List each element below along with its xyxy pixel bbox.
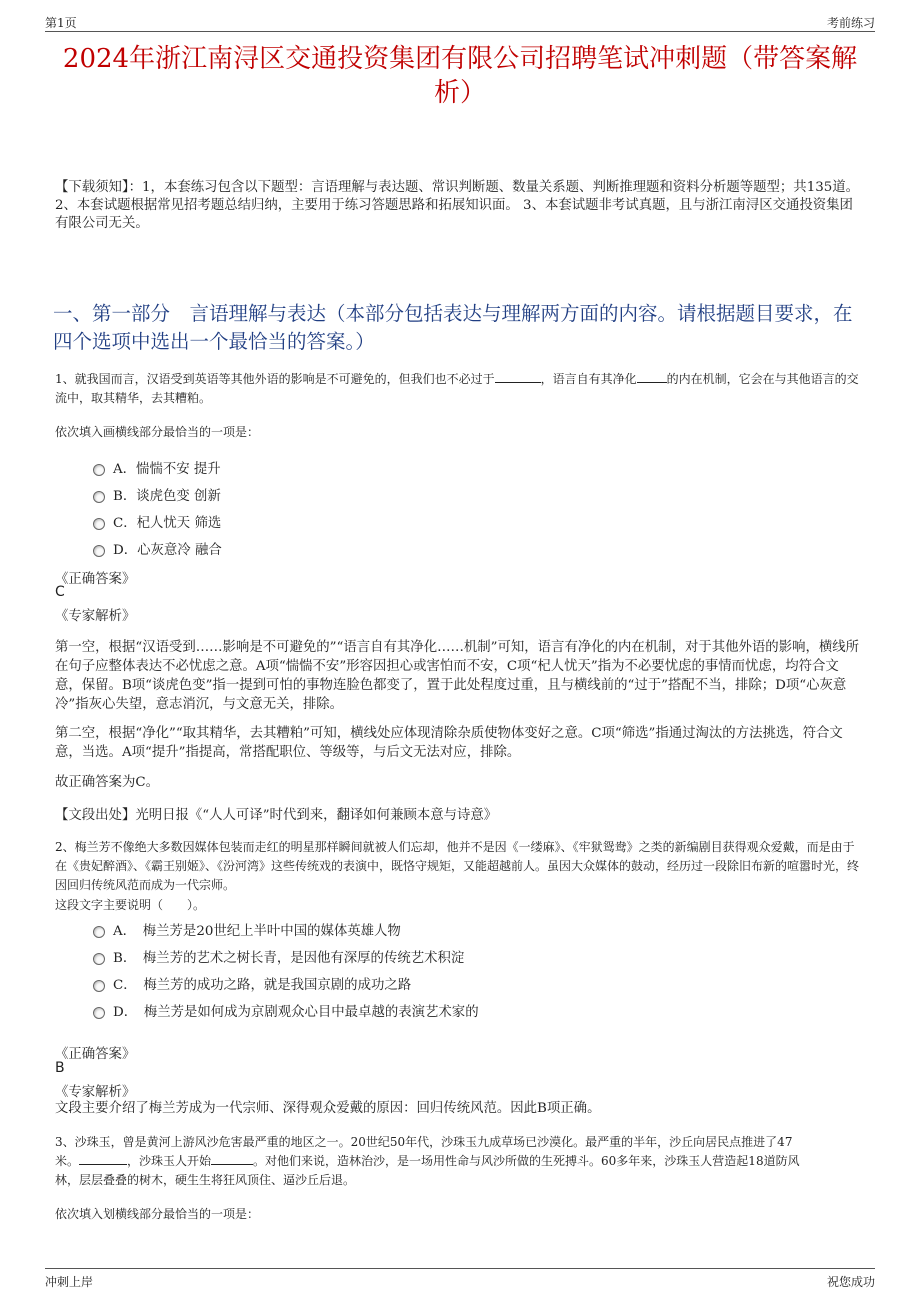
q2-answer: B bbox=[55, 1060, 65, 1076]
page-header bbox=[45, 14, 875, 32]
blank-line bbox=[211, 1152, 253, 1165]
q1-stem bbox=[55, 370, 865, 408]
q1-option-d[interactable] bbox=[93, 539, 222, 559]
answer-label: 《正确答案》 bbox=[55, 572, 136, 587]
option-label: D．心灰意冷 融合 bbox=[113, 543, 222, 558]
q3-stem bbox=[55, 1133, 865, 1190]
q2-option-a[interactable] bbox=[93, 920, 401, 940]
download-notice: 【下载须知】：1，本套练习包含以下题型：言语理解与表达题、常识判断题、数量关系题、判断推理题和资料分析题等题型；共135道。 2、本套试题根据常见招考题总结归纳，主要用于练习答题思路和拓展知识面。 3、本套试题非考试真题，且与浙江南浔区交通投资集团有限公司无关。 bbox=[55, 180, 860, 231]
radio-icon[interactable] bbox=[93, 1007, 105, 1019]
blank-line bbox=[495, 370, 541, 383]
q1-analysis-2: 第二空，根据“净化”“取其精华，去其糟粕”可知，横线处应体现清除杂质使物体变好之意。C项“筛选”指通过淘汰的方法挑选，符合文意，当选。A项“提升”指提高，常搭配职位、等级等，与后文无法对应，排除。 bbox=[55, 726, 843, 760]
radio-icon[interactable] bbox=[93, 953, 105, 965]
section-title: 一、第一部分 言语理解与表达（本部分包括表达与理解两方面的内容。请根据题目要求，在四个选项中选出一个最恰当的答案。） bbox=[53, 302, 853, 353]
page-number: 第1页 bbox=[45, 16, 77, 30]
q1-stem-part: ，语言自有其净化 bbox=[540, 372, 637, 386]
page-footer bbox=[45, 1268, 875, 1289]
q3-stem-part: 米。 bbox=[55, 1154, 80, 1168]
q1-option-b[interactable] bbox=[93, 485, 221, 505]
q1-stem-part: 1、就我国而言，汉语受到英语等其他外语的影响是不可避免的，但我们也不必过于 bbox=[55, 372, 495, 386]
radio-icon[interactable] bbox=[93, 491, 105, 503]
option-label: C．杞人忧天 筛选 bbox=[113, 516, 222, 531]
option-label: A．惴惴不安 提升 bbox=[113, 462, 221, 477]
q1-option-a[interactable] bbox=[93, 458, 221, 478]
q1-answer: C bbox=[55, 584, 65, 600]
option-label: A． 梅兰芳是20世纪上半叶中国的媒体英雄人物 bbox=[113, 924, 401, 939]
q1-conclusion: 故正确答案为C。 bbox=[55, 775, 159, 790]
q2-option-d[interactable] bbox=[93, 1001, 479, 1021]
answer-label: 《正确答案》 bbox=[55, 1047, 136, 1062]
option-label: C． 梅兰芳的成功之路，就是我国京剧的成功之路 bbox=[113, 978, 412, 993]
q2-option-b[interactable] bbox=[93, 947, 464, 967]
option-label: D． 梅兰芳是如何成为京剧观众心目中最卓越的表演艺术家的 bbox=[113, 1005, 479, 1020]
analysis-label: 《专家解析》 bbox=[55, 1085, 136, 1100]
q2-prompt: 这段文字主要说明（ ）。 bbox=[55, 898, 206, 912]
q3-stem-part: ，沙珠玉人开始 bbox=[127, 1154, 212, 1168]
q1-stem-part: 的内在机制，它会在与其他语言的交流中，取其精华，去其糟粕。 bbox=[55, 372, 859, 405]
radio-icon[interactable] bbox=[93, 464, 105, 476]
radio-icon[interactable] bbox=[93, 545, 105, 557]
q3-stem-line bbox=[55, 1152, 865, 1171]
option-label: B．谈虎色变 创新 bbox=[113, 489, 221, 504]
option-label: B． 梅兰芳的艺术之树长青，是因他有深厚的传统艺术积淀 bbox=[113, 951, 465, 966]
q3-prompt: 依次填入划横线部分最恰当的一项是： bbox=[55, 1207, 260, 1221]
q1-prompt: 依次填入画横线部分最恰当的一项是： bbox=[55, 425, 260, 439]
radio-icon[interactable] bbox=[93, 980, 105, 992]
blank-line bbox=[79, 1152, 127, 1165]
analysis-label: 《专家解析》 bbox=[55, 609, 136, 624]
q3-stem-line: 3、沙珠玉，曾是黄河上游风沙危害最严重的地区之一。20世纪50年代，沙珠玉九成草场已沙漠化。最严重的半年，沙丘向居民点推进了47 bbox=[55, 1135, 793, 1149]
radio-icon[interactable] bbox=[93, 926, 105, 938]
footer-left: 冲刺上岸 bbox=[45, 1275, 94, 1289]
q2-option-c[interactable] bbox=[93, 974, 411, 994]
q2-analysis: 文段主要介绍了梅兰芳成为一代宗师、深得观众爱戴的原因：回归传统风范。因此B项正确。 bbox=[55, 1101, 601, 1116]
q1-analysis-1: 第一空，根据“汉语受到……影响是不可避免的”“语言自有其净化……机制”可知，语言有净化的内在机制，对于其他外语的影响，横线所在句子应整体表达不必忧虑之意。A项“惴惴不安”形容因担心或害怕而不安，C项“杞人忧天”指为不必要忧虑的事情而忧虑，均符合文意，保留。B项“谈虎色变”指一提到可怕的事物连脸色都变了，置于此处程度过重，且与横线前的“过于”搭配不当，排除；D项“心灰意冷”指灰心失望，意志消沉，与文意无关，排除。 bbox=[55, 640, 860, 712]
radio-icon[interactable] bbox=[93, 518, 105, 530]
q1-source: 【文段出处】光明日报《“人人可译”时代到来，翻译如何兼顾本意与诗意》 bbox=[55, 808, 498, 823]
q3-stem-line: 林，层层叠叠的树木，硬生生将狂风顶住、逼沙丘后退。 bbox=[55, 1173, 356, 1187]
q1-option-c[interactable] bbox=[93, 512, 221, 532]
document-title: 2024年浙江南浔区交通投资集团有限公司招聘笔试冲刺题（带答案解析） bbox=[62, 44, 858, 108]
q3-stem-part: 。对他们来说，造林治沙，是一场用性命与风沙所做的生死搏斗。60多年来，沙珠玉人营造起18道防风 bbox=[253, 1154, 800, 1168]
footer-right: 祝您成功 bbox=[826, 1275, 875, 1289]
blank-line bbox=[637, 370, 667, 383]
header-tag: 考前练习 bbox=[826, 16, 875, 30]
q2-stem: 2、梅兰芳不像绝大多数因媒体包装而走红的明星那样瞬间就被人们忘却，他并不是因《一缕麻》、《牢狱鸳鸯》之类的新编剧目获得观众爱戴，而是由于在《贵妃醉酒》、《霸王别姬》、《汾河湾》这些传统戏的表演中，既恪守规矩，又能超越前人。虽因大众媒体的鼓动，经历过一段除旧布新的喧嚣时光，终因回归传统风范而成为一代宗师。 bbox=[55, 840, 860, 892]
